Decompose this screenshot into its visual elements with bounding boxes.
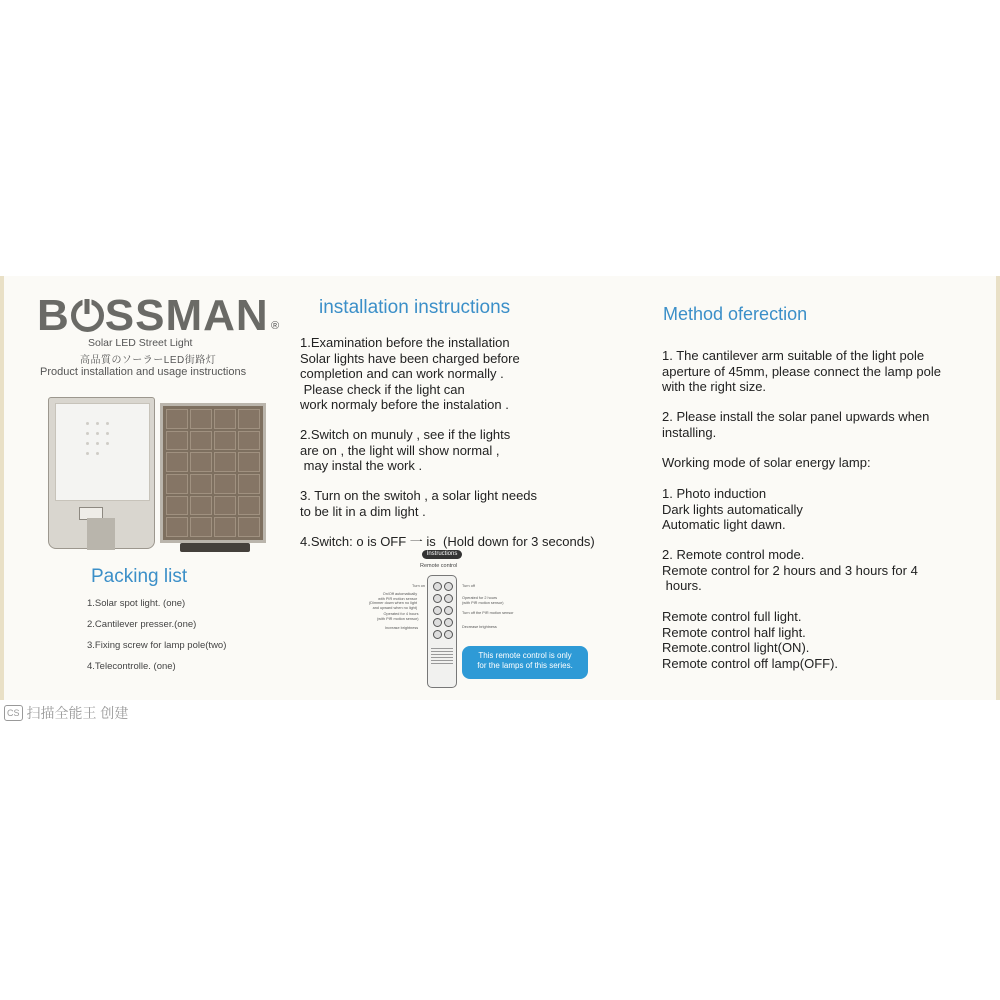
sheet-edge-right	[996, 276, 1000, 700]
remote-control-label: Remote control	[420, 563, 458, 569]
brand-logo: B SSMAN	[37, 291, 269, 340]
method-block-1: 1. The cantilever arm suitable of the light pole aperture of 45mm, please connect the lamp pole with the right size.	[662, 348, 941, 394]
remote-grip	[431, 648, 453, 666]
installation-step-4: 4.Switch: o is OFF 一 is (Hold down for 3 seconds)	[300, 534, 595, 549]
remote-note: This remote control is only for the lamps of this series.	[462, 646, 588, 679]
method-block-remote: 2. Remote control mode. Remote control for 2 hours and 3 hours for 4 hours.	[662, 547, 918, 593]
registered-mark: ®	[271, 320, 280, 332]
remote-button-icon	[444, 618, 453, 627]
product-subtitle: Product installation and usage instructions	[40, 366, 247, 378]
street-light-image	[48, 397, 155, 549]
packing-item: 2.Cantilever presser.(one)	[87, 619, 197, 630]
remote-button-icon	[433, 594, 442, 603]
method-block-modes: Remote control full light. Remote control half light. Remote.control light(ON). Remote control off lamp(OFF).	[662, 609, 839, 671]
method-block-2: 2. Please install the solar panel upwards when installing.	[662, 409, 930, 440]
remote-plus-icon	[433, 630, 442, 639]
installation-step-2: 2.Switch on munuly , see if the lights are on , the light will show normal , may instal the work .	[300, 427, 511, 473]
remote-annotation: Turn on	[412, 584, 425, 588]
camscanner-icon: CS	[4, 705, 23, 721]
remote-minus-icon	[444, 630, 453, 639]
installation-step-1: 1.Examination before the installation Solar lights have been charged before completion and can work normally . Please check if the light can work normaly before the instalation .	[300, 335, 520, 412]
instructions-badge: Instructions	[422, 550, 462, 559]
remote-annotation: Turn off	[462, 584, 475, 588]
solar-panel-image	[160, 403, 266, 543]
remote-annotation: Increase brightness	[385, 626, 419, 630]
remote-off-icon	[444, 582, 453, 591]
power-icon	[71, 299, 104, 332]
solar-panel-stand	[180, 543, 250, 552]
lamp-base	[87, 518, 115, 550]
working-mode-heading: Working mode of solar energy lamp:	[662, 455, 871, 470]
method-title: Method oferection	[663, 304, 808, 324]
remote-annotation: Decrease brightness	[462, 625, 497, 629]
remote-annotation: Operated for 4 hours (with PIR motion sensor)	[377, 612, 419, 621]
scanner-watermark: CS 扫描全能王 创建	[4, 703, 128, 723]
packing-item: 3.Fixing screw for lamp pole(two)	[87, 640, 227, 651]
sheet-edge-left	[0, 276, 4, 700]
product-name: Solar LED Street Light	[88, 337, 193, 349]
method-block-photo: 1. Photo induction Dark lights automatically Automatic light dawn.	[662, 486, 803, 532]
installation-title: installation instructions	[319, 297, 511, 318]
product-name-japanese: 高品質のソーラーLED街路灯	[80, 355, 217, 366]
remote-button-icon	[433, 618, 442, 627]
remote-control-image	[427, 575, 457, 688]
packing-item: 4.Telecontrolle. (one)	[87, 661, 176, 672]
remote-button-icon	[444, 594, 453, 603]
remote-annotation: On/Off automatically with PIR motion sensor (Dimmer down when no light and upward when no light)	[369, 592, 418, 610]
remote-on-icon	[433, 582, 442, 591]
lamp-lens	[55, 403, 150, 501]
remote-button-icon	[433, 606, 442, 615]
packing-list-title: Packing list	[91, 566, 188, 587]
installation-step-3: 3. Turn on the switoh , a solar light needs to be lit in a dim light .	[300, 488, 538, 519]
remote-annotation: Turn off the PIR motion sensor	[462, 611, 514, 615]
remote-annotation: Operated for 2 hours (with PIR motion sensor)	[462, 596, 504, 605]
packing-item: 1.Solar spot light. (one)	[87, 598, 186, 609]
remote-button-icon	[444, 606, 453, 615]
